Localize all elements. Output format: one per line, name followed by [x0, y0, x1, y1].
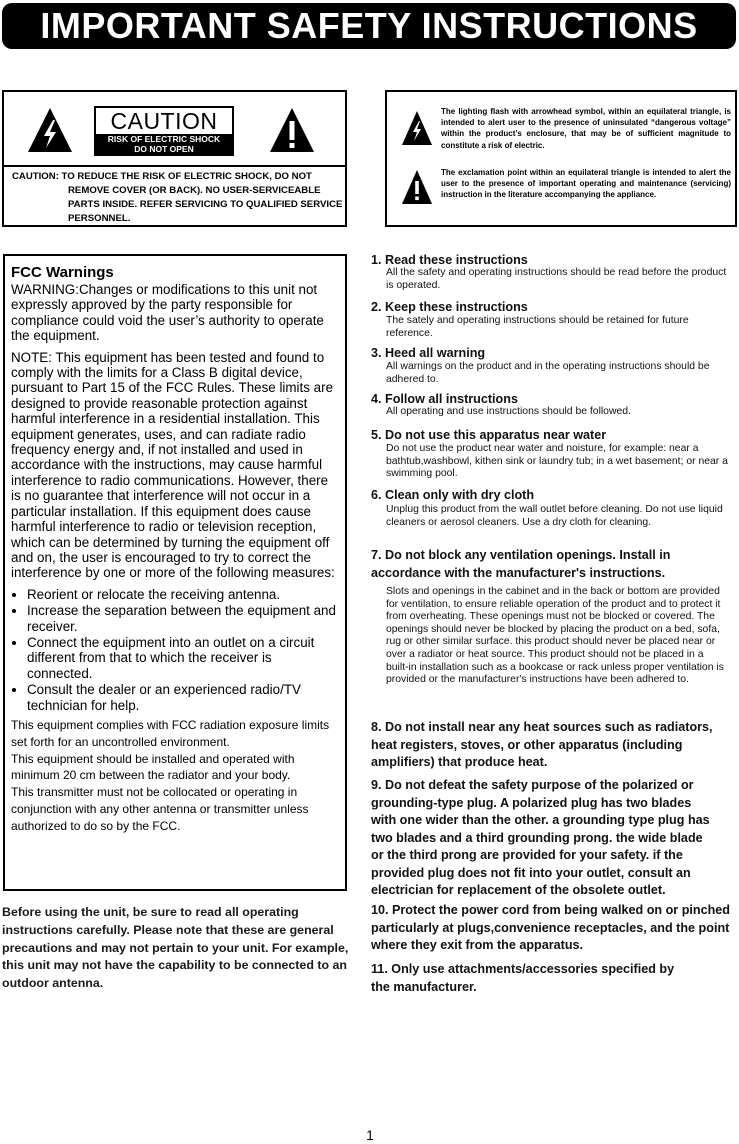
instruction-heading: 5. Do not use this apparatus near water	[371, 428, 607, 442]
caution-text-rest: REMOVE COVER (OR BACK). NO USER-SERVICEABLE PARTS INSIDE. REFER SERVICING TO QUALIFIED SERVICE PERSONNEL.	[68, 185, 343, 224]
instruction-body: All operating and use instructions should be followed.	[386, 406, 631, 417]
instruction-heading: 7. Do not block any ventilation openings. Install in accordance with the manufacturer's instructions.	[371, 548, 671, 580]
caution-label	[94, 106, 234, 156]
page-title: IMPORTANT SAFETY INSTRUCTIONS	[2, 3, 736, 49]
page-number: 1	[366, 1127, 374, 1143]
instruction-heading: 2. Keep these instructions	[371, 300, 528, 314]
fcc-measure-item: • Increase the separation between the equipment and receiver.	[27, 603, 339, 634]
before-using-note: Before using the unit, be sure to read all operating instructions carefully. Please note that these are general precautions and may not pertain to your unit. For example, this unit may not have the capability to be connected to an outdoor antenna.	[2, 905, 349, 991]
lightning-triangle-icon	[401, 110, 433, 146]
risk-line-1: RISK OF ELECTRIC SHOCK	[107, 134, 221, 144]
fcc-measure-item: • Reorient or relocate the receiving antenna.	[27, 587, 339, 602]
fcc-compliance-1: This equipment complies with FCC radiation exposure limits set forth for an uncontrolled environment.	[11, 717, 330, 749]
instruction-heading: 10. Protect the power cord from being walked on or pinched particularly at plugs,convenience receptacles, and the point where they exit from the apparatus.	[371, 903, 730, 952]
instruction-body: Unplug this product from the wall outlet before cleaning. Do not use liquid cleaners or aerosol cleaners. Use a dry cloth for cleaning.	[386, 504, 723, 528]
caution-text	[12, 170, 346, 226]
instruction-body: Do not use the product near water and noisture, for example: near a bathtub,washbowl, kithen sink or laundry tub; in a wet basement; or near a swimming pool.	[386, 443, 728, 480]
exclamation-triangle-icon	[401, 169, 433, 205]
fcc-compliance-2: This equipment should be installed and operated with minimum 20 cm between the radiator and your body.	[11, 751, 295, 783]
risk-line-2: DO NOT OPEN	[134, 144, 194, 154]
electric-shock-warning-icon	[26, 106, 74, 154]
lightning-symbol-text: The lighting flash with arrowhead symbol, within an equilateral triangle, is intended to alert user to the presence of uninsulated “dangerous voltage” within the product’s enclosure, that may be of sufficient magnitude to constitute a risk of electric.	[441, 107, 731, 150]
caution-divider	[4, 165, 345, 167]
exclamation-symbol-text: The exclamation point within an equilateral triangle is intended to alert the user to the presence of important operating and maintenance (servicing) instruction in the literature accompanying the appliance.	[441, 168, 731, 200]
fcc-measures-list	[11, 587, 339, 713]
instruction-heading: 1. Read these instructions	[371, 253, 528, 267]
instruction-heading: 8. Do not install near any heat sources such as radiators, heat registers, stoves, or other apparatus (including amplifiers) that produce heat.	[371, 720, 713, 769]
fcc-measure-item: • Connect the equipment into an outlet on a circuit different from that to which the receiver is connected.	[27, 635, 339, 681]
instruction-heading: 4. Follow all instructions	[371, 392, 518, 406]
caution-word: CAUTION	[110, 108, 218, 134]
fcc-warnings-box	[3, 254, 347, 891]
instruction-heading: 6. Clean only with dry cloth	[371, 488, 535, 502]
instruction-body: All warnings on the product and in the operating instructions should be adhered to.	[386, 361, 710, 385]
instruction-body: Slots and openings in the cabinet and in the back or bottom are provided for ventilation, to ensure reliable operation of the product and to protect it from overheating. These openings must not be blocked or covered. The openings should never be blocked by placing the product on a bed, sofa, rug or other similar surface. this product should never be placed near or over a radiator or heat source. This product should not be placed in a built-in installation such as a bookcase or rack unless proper ventilation is provided or the manufacturer's instructions have been adhered to.	[386, 586, 724, 686]
fcc-compliance-3: This transmitter must not be collocated or operating in conjunction with any other antenna or transmitter unless authorized to do so by the FCC.	[11, 785, 309, 833]
fcc-title: FCC Warnings	[11, 264, 114, 281]
fcc-warning-paragraph: WARNING:Changes or modifications to this unit not expressly approved by the party responsible for compliance could void the user’s authority to operate the equipment.	[11, 282, 324, 344]
fcc-note-paragraph: NOTE: This equipment has been tested and found to comply with the limits for a Class B digital device, pursuant to Part 15 of the FCC Rules. These limits are designed to provide reasonable protection against harmful interference in a residential installation. This equipment generates, uses, and can radiate radio frequency energy and, if not installed and used in accordance with the instructions, may cause harmful interference to radio communications. However, there is no guarantee that interference will not occur in a particular installation. If this equipment does cause harmful interference to radio or television reception, which can be determined by turning the equipment off and on, the user is encouraged to try to correct the interference by one or more of the following measures:	[11, 349, 335, 581]
fcc-measure-item: • Consult the dealer or an experienced radio/TV technician for help.	[27, 682, 339, 713]
instruction-body: All the safety and operating instructions should be read before the product is operated.	[386, 267, 727, 291]
caution-box	[2, 90, 347, 227]
risk-of-shock-label	[96, 134, 232, 154]
exclamation-warning-icon	[268, 106, 316, 154]
caution-text-first: CAUTION: TO REDUCE THE RISK OF ELECTRIC SHOCK, DO NOT	[12, 171, 312, 182]
instruction-body: The sately and operating instructions should be retained for future reference.	[386, 315, 689, 339]
symbol-explanation-box	[385, 90, 737, 227]
instruction-heading: 9. Do not defeat the safety purpose of the polarized or grounding-type plug. A polarized plug has two blades with one wider than the other. a grounding type plug has two blades and a third grounding prong. the wide blade or the third prong are provided for your safety. if the provided plug does not fit into your outlet, consult an electrician for replacement of the obsolete outlet.	[371, 778, 710, 897]
instruction-heading: 3. Heed all warning	[371, 346, 486, 360]
instruction-heading: 11. Only use attachments/accessories specified by the manufacturer.	[371, 962, 675, 994]
